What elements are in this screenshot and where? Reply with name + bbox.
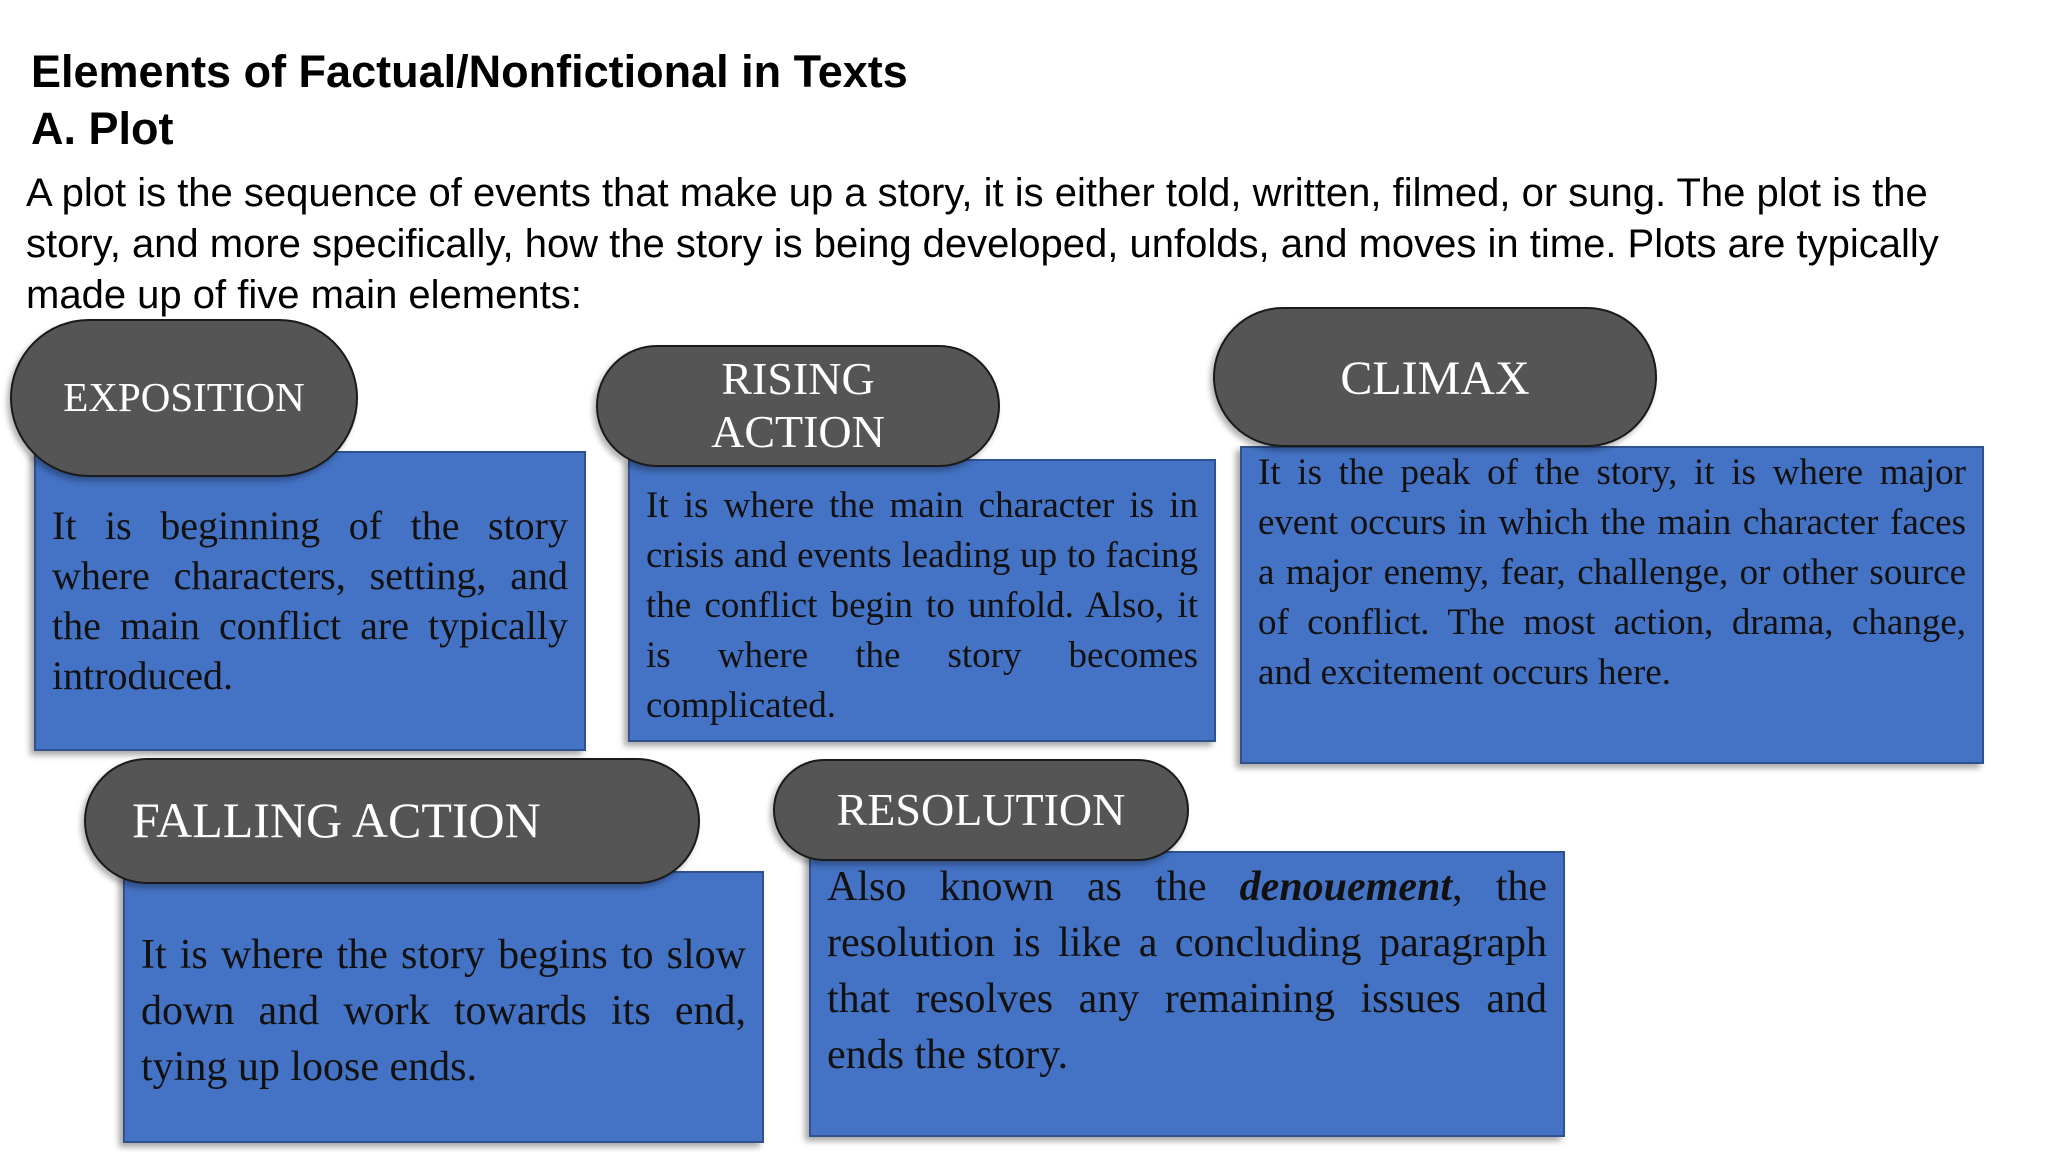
rising-action-box <box>628 459 1216 742</box>
climax-box <box>1240 446 1984 764</box>
resolution-text: Also known as the denouement, the resolution is like a concluding paragraph that resolves any remaining issues and ends the story. <box>827 864 1547 1078</box>
page-title: Elements of Factual/Nonfictional in Texts <box>31 46 908 97</box>
falling-action-text: It is where the story begins to slow down and work towards its end, tying up loose ends. <box>141 932 746 1090</box>
rising-action-text: It is where the main character is in crisis and events leading up to facing the conflict begin to unfold. Also, it is where the story becomes complicated. <box>646 485 1198 726</box>
exposition-box <box>34 451 586 751</box>
intro-paragraph: A plot is the sequence of events that make up a story, it is either told, written, filmed, or sung. The plot is the story, and more specifically, how the story is being developed, unfolds, and moves in time. Plots are typically made up of five main elements: <box>26 171 1939 317</box>
falling-action-label <box>84 758 700 884</box>
falling-action-label-text: FALLING ACTION <box>132 792 541 849</box>
exposition-label-text: EXPOSITION <box>63 374 305 421</box>
climax-label-text: CLIMAX <box>1340 352 1530 405</box>
exposition-label <box>10 319 358 477</box>
denouement-emphasis: denouement <box>1239 864 1453 910</box>
rising-action-label-text: RISING ACTION <box>711 353 885 457</box>
resolution-label-text: RESOLUTION <box>836 783 1126 835</box>
section-heading: A. Plot <box>31 103 174 154</box>
resolution-box <box>809 851 1565 1137</box>
falling-action-box <box>123 871 764 1143</box>
resolution-label <box>773 759 1189 861</box>
exposition-text: It is beginning of the story where characters, setting, and the main conflict are typically introduced. <box>52 503 568 698</box>
rising-action-label <box>596 345 1000 467</box>
climax-label <box>1213 307 1657 447</box>
climax-text: It is the peak of the story, it is where major event occurs in which the main character faces a major enemy, fear, challenge, or other source of conflict. The most action, drama, change, and excitement occurs here. <box>1258 452 1966 693</box>
